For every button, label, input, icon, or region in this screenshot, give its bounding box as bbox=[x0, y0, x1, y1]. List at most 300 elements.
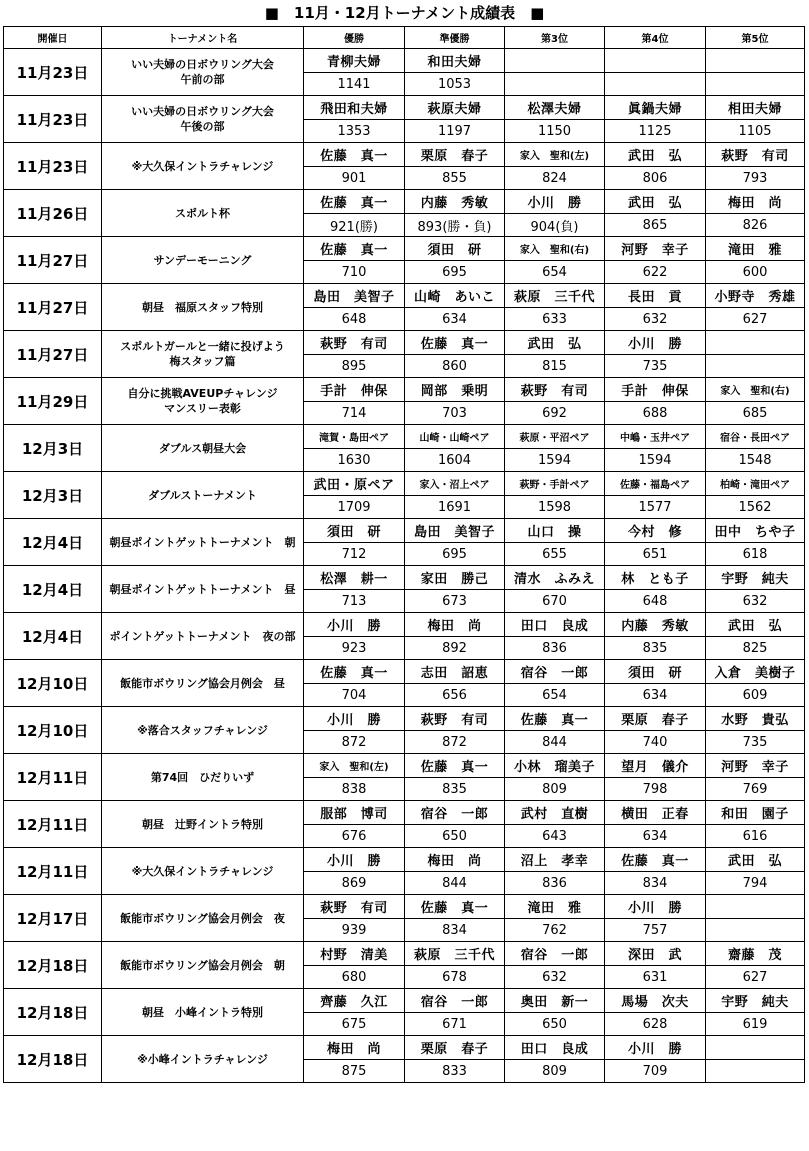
table-row bbox=[4, 989, 805, 1013]
winner-name-1: 村野 清美 bbox=[304, 942, 405, 966]
winner-name-4: 武田 弘 bbox=[605, 143, 706, 167]
winner-name-2: 萩野 有司 bbox=[405, 707, 505, 731]
score-1: 676 bbox=[304, 825, 405, 848]
score-5: 618 bbox=[706, 543, 805, 566]
tournament-name-line: ※大久保イントラチャレンジ bbox=[131, 159, 274, 173]
tournament-name bbox=[102, 848, 304, 895]
winner-name-4: 眞鍋夫婦 bbox=[605, 96, 706, 120]
table-row bbox=[4, 942, 805, 966]
tournament-name-line: 飯能市ボウリング協会月例会 昼 bbox=[120, 676, 285, 690]
winner-name-2: 栗原 春子 bbox=[405, 1036, 505, 1060]
score-3: 762 bbox=[505, 919, 605, 942]
winner-name-5: 田中 ちや子 bbox=[706, 519, 805, 543]
table-row bbox=[4, 96, 805, 120]
winner-name-4 bbox=[605, 49, 706, 73]
score-1: 1709 bbox=[304, 496, 405, 519]
score-4: 709 bbox=[605, 1060, 706, 1083]
winner-name-5 bbox=[706, 895, 805, 919]
winner-name-5: 入倉 美樹子 bbox=[706, 660, 805, 684]
score-1: 872 bbox=[304, 731, 405, 754]
winner-name-2: 山崎 あいこ bbox=[405, 284, 505, 308]
table-row bbox=[4, 660, 805, 684]
winner-name-1: 佐藤 真一 bbox=[304, 190, 405, 214]
score-2: 860 bbox=[405, 355, 505, 378]
winner-name-4: 内藤 秀敏 bbox=[605, 613, 706, 637]
table-row bbox=[4, 566, 805, 590]
event-date: 12月4日 bbox=[4, 613, 102, 660]
winner-name-1: 小川 勝 bbox=[304, 848, 405, 872]
winner-name-2: 梅田 尚 bbox=[405, 613, 505, 637]
winner-name-5: 齋藤 茂 bbox=[706, 942, 805, 966]
tournament-name-line: 飯能市ボウリング協会月例会 朝 bbox=[120, 958, 285, 972]
score-2: 893(勝・負) bbox=[405, 214, 505, 237]
winner-name-4: 望月 儀介 bbox=[605, 754, 706, 778]
event-date: 12月11日 bbox=[4, 848, 102, 895]
winner-name-1: 武田・原ペア bbox=[304, 472, 405, 496]
score-1: 714 bbox=[304, 402, 405, 425]
winner-name-3 bbox=[505, 49, 605, 73]
winner-name-2: 萩原 三千代 bbox=[405, 942, 505, 966]
tournament-name bbox=[102, 895, 304, 942]
winner-name-2: 萩原夫婦 bbox=[405, 96, 505, 120]
winner-name-1: 須田 研 bbox=[304, 519, 405, 543]
score-2: 855 bbox=[405, 167, 505, 190]
tournament-name-line: サンデーモーニング bbox=[153, 253, 252, 267]
event-date: 12月10日 bbox=[4, 707, 102, 754]
score-4: 634 bbox=[605, 825, 706, 848]
score-3: 1594 bbox=[505, 449, 605, 472]
winner-name-2: 島田 美智子 bbox=[405, 519, 505, 543]
winner-name-5: 小野寺 秀雄 bbox=[706, 284, 805, 308]
score-3: 1150 bbox=[505, 120, 605, 143]
score-4: 622 bbox=[605, 261, 706, 284]
tournament-name-line: いい夫婦の日ボウリング大会 bbox=[131, 58, 274, 71]
winner-name-5: 水野 貴弘 bbox=[706, 707, 805, 731]
score-3: 809 bbox=[505, 1060, 605, 1083]
score-5: 609 bbox=[706, 684, 805, 707]
winner-name-4: 佐藤 真一 bbox=[605, 848, 706, 872]
score-1: 921(勝) bbox=[304, 214, 405, 237]
event-date: 12月11日 bbox=[4, 754, 102, 801]
score-1: 704 bbox=[304, 684, 405, 707]
score-3: 836 bbox=[505, 872, 605, 895]
event-date: 12月10日 bbox=[4, 660, 102, 707]
score-1: 939 bbox=[304, 919, 405, 942]
score-4: 757 bbox=[605, 919, 706, 942]
event-date: 11月26日 bbox=[4, 190, 102, 237]
event-date: 12月4日 bbox=[4, 519, 102, 566]
score-4: 740 bbox=[605, 731, 706, 754]
winner-name-2: 家田 勝己 bbox=[405, 566, 505, 590]
score-4: 651 bbox=[605, 543, 706, 566]
score-5: 826 bbox=[706, 214, 805, 237]
winner-name-2: 宿谷 一郎 bbox=[405, 801, 505, 825]
winner-name-4: 小川 勝 bbox=[605, 895, 706, 919]
tournament-name-line: ※小峰イントラチャレンジ bbox=[137, 1052, 268, 1066]
score-2: 834 bbox=[405, 919, 505, 942]
score-2: 656 bbox=[405, 684, 505, 707]
score-3 bbox=[505, 73, 605, 96]
winner-name-5: 宿谷・長田ペア bbox=[706, 425, 805, 449]
table-row bbox=[4, 143, 805, 167]
score-3: 844 bbox=[505, 731, 605, 754]
score-4: 631 bbox=[605, 966, 706, 989]
winner-name-3: 宿谷 一郎 bbox=[505, 660, 605, 684]
score-4: 648 bbox=[605, 590, 706, 613]
score-5: 627 bbox=[706, 966, 805, 989]
winner-name-2: 佐藤 真一 bbox=[405, 895, 505, 919]
score-2: 695 bbox=[405, 261, 505, 284]
score-3: 654 bbox=[505, 261, 605, 284]
winner-name-1: 齊藤 久江 bbox=[304, 989, 405, 1013]
tournament-name-line: ダブルストーナメント bbox=[148, 488, 257, 502]
page-title: ■ 11月・12月トーナメント成績表 ■ bbox=[264, 4, 545, 22]
score-1: 710 bbox=[304, 261, 405, 284]
winner-name-5 bbox=[706, 331, 805, 355]
score-3: 643 bbox=[505, 825, 605, 848]
winner-name-5: 武田 弘 bbox=[706, 613, 805, 637]
score-5: 600 bbox=[706, 261, 805, 284]
winner-name-3: 萩原・平沼ペア bbox=[505, 425, 605, 449]
score-5: 632 bbox=[706, 590, 805, 613]
winner-name-5: 武田 弘 bbox=[706, 848, 805, 872]
header-tournament: トーナメント名 bbox=[102, 27, 304, 49]
score-2: 703 bbox=[405, 402, 505, 425]
winner-name-3: 武田 弘 bbox=[505, 331, 605, 355]
event-date: 12月18日 bbox=[4, 1036, 102, 1083]
event-date: 11月29日 bbox=[4, 378, 102, 425]
winner-name-3: 田口 良成 bbox=[505, 1036, 605, 1060]
winner-name-4: 小川 勝 bbox=[605, 1036, 706, 1060]
header-date: 開催日 bbox=[4, 27, 102, 49]
winner-name-2: 栗原 春子 bbox=[405, 143, 505, 167]
score-5: 825 bbox=[706, 637, 805, 660]
winner-name-4: 深田 武 bbox=[605, 942, 706, 966]
winner-name-2: 岡部 乗明 bbox=[405, 378, 505, 402]
score-3: 836 bbox=[505, 637, 605, 660]
score-2: 1604 bbox=[405, 449, 505, 472]
winner-name-3: 山口 操 bbox=[505, 519, 605, 543]
score-3: 632 bbox=[505, 966, 605, 989]
tournament-name bbox=[102, 425, 304, 472]
header-3rd: 第3位 bbox=[505, 27, 605, 49]
score-2: 1197 bbox=[405, 120, 505, 143]
table-row bbox=[4, 378, 805, 402]
score-3: 809 bbox=[505, 778, 605, 801]
winner-name-3: 田口 良成 bbox=[505, 613, 605, 637]
event-date: 11月27日 bbox=[4, 284, 102, 331]
tournament-name bbox=[102, 519, 304, 566]
event-date: 11月23日 bbox=[4, 49, 102, 96]
event-date: 12月18日 bbox=[4, 989, 102, 1036]
score-2: 833 bbox=[405, 1060, 505, 1083]
winner-name-4: 須田 研 bbox=[605, 660, 706, 684]
winner-name-2: 和田夫婦 bbox=[405, 49, 505, 73]
winner-name-1: 萩野 有司 bbox=[304, 895, 405, 919]
score-1: 1630 bbox=[304, 449, 405, 472]
winner-name-5: 河野 幸子 bbox=[706, 754, 805, 778]
tournament-name bbox=[102, 1036, 304, 1083]
winner-name-3: 清水 ふみえ bbox=[505, 566, 605, 590]
tournament-name-line: 第74回 ひだりいず bbox=[150, 770, 255, 784]
winner-name-4: 林 とも子 bbox=[605, 566, 706, 590]
score-4: 865 bbox=[605, 214, 706, 237]
winner-name-3: 家入 聖和(右) bbox=[505, 237, 605, 261]
score-4: 634 bbox=[605, 684, 706, 707]
tournament-name-line: 自分に挑戦AVEUPチャレンジ bbox=[127, 387, 278, 400]
score-5 bbox=[706, 1060, 805, 1083]
winner-name-1: 手計 伸保 bbox=[304, 378, 405, 402]
tournament-name-line: 午前の部 bbox=[180, 73, 225, 86]
header-1st: 優勝 bbox=[304, 27, 405, 49]
tournament-name bbox=[102, 660, 304, 707]
winner-name-2: 梅田 尚 bbox=[405, 848, 505, 872]
header-2nd: 準優勝 bbox=[405, 27, 505, 49]
score-5: 616 bbox=[706, 825, 805, 848]
winner-name-1: 小川 勝 bbox=[304, 707, 405, 731]
score-3: 670 bbox=[505, 590, 605, 613]
score-1: 648 bbox=[304, 308, 405, 331]
winner-name-2: 山崎・山崎ペア bbox=[405, 425, 505, 449]
score-2: 835 bbox=[405, 778, 505, 801]
winner-name-1: 佐藤 真一 bbox=[304, 660, 405, 684]
table-row bbox=[4, 49, 805, 73]
winner-name-2: 佐藤 真一 bbox=[405, 331, 505, 355]
score-1: 1141 bbox=[304, 73, 405, 96]
winner-name-4: 河野 幸子 bbox=[605, 237, 706, 261]
table-row bbox=[4, 613, 805, 637]
winner-name-2: 宿谷 一郎 bbox=[405, 989, 505, 1013]
winner-name-1: 服部 博司 bbox=[304, 801, 405, 825]
winner-name-3: 小林 瑠美子 bbox=[505, 754, 605, 778]
winner-name-1: 萩野 有司 bbox=[304, 331, 405, 355]
winner-name-3: 萩野・手計ペア bbox=[505, 472, 605, 496]
score-5 bbox=[706, 73, 805, 96]
score-4: 806 bbox=[605, 167, 706, 190]
score-1: 895 bbox=[304, 355, 405, 378]
event-date: 11月27日 bbox=[4, 237, 102, 284]
winner-name-3: 萩野 有司 bbox=[505, 378, 605, 402]
tournament-name bbox=[102, 942, 304, 989]
score-3: 633 bbox=[505, 308, 605, 331]
winner-name-3: 家入 聖和(左) bbox=[505, 143, 605, 167]
event-date: 12月3日 bbox=[4, 472, 102, 519]
tournament-name-line: 朝昼 福原スタッフ特別 bbox=[142, 300, 263, 314]
winner-name-5 bbox=[706, 1036, 805, 1060]
tournament-name-line: 朝昼 辻野イントラ特別 bbox=[142, 817, 263, 831]
score-1: 713 bbox=[304, 590, 405, 613]
score-4: 735 bbox=[605, 355, 706, 378]
score-5: 793 bbox=[706, 167, 805, 190]
winner-name-1: 島田 美智子 bbox=[304, 284, 405, 308]
score-4: 835 bbox=[605, 637, 706, 660]
tournament-name-line: ダブルス朝昼大会 bbox=[158, 441, 247, 455]
score-5 bbox=[706, 355, 805, 378]
score-5: 619 bbox=[706, 1013, 805, 1036]
tournament-name-line: ※落合スタッフチャレンジ bbox=[137, 723, 268, 737]
score-1: 675 bbox=[304, 1013, 405, 1036]
winner-name-1: 佐藤 真一 bbox=[304, 237, 405, 261]
score-5: 735 bbox=[706, 731, 805, 754]
score-2: 634 bbox=[405, 308, 505, 331]
winner-name-3: 小川 勝 bbox=[505, 190, 605, 214]
event-date: 12月18日 bbox=[4, 942, 102, 989]
tournament-name-line: 朝昼ポイントゲットトーナメント 昼 bbox=[109, 582, 296, 596]
score-4: 1577 bbox=[605, 496, 706, 519]
tournament-name-line: 飯能市ボウリング協会月例会 夜 bbox=[120, 911, 285, 925]
winner-name-1: 松澤 耕一 bbox=[304, 566, 405, 590]
score-1: 901 bbox=[304, 167, 405, 190]
winner-name-5: 宇野 純夫 bbox=[706, 566, 805, 590]
tournament-name-line: ポイントゲットトーナメント 夜の部 bbox=[109, 629, 296, 643]
tournament-name-line: 朝昼 小峰イントラ特別 bbox=[142, 1005, 263, 1019]
winner-name-3: 奥田 新一 bbox=[505, 989, 605, 1013]
winner-name-2: 佐藤 真一 bbox=[405, 754, 505, 778]
tournament-name bbox=[102, 190, 304, 237]
winner-name-4: 小川 勝 bbox=[605, 331, 706, 355]
tournament-name bbox=[102, 801, 304, 848]
winner-name-4: 栗原 春子 bbox=[605, 707, 706, 731]
winner-name-3: 宿谷 一郎 bbox=[505, 942, 605, 966]
score-5 bbox=[706, 919, 805, 942]
tournament-name-line: マンスリー表彰 bbox=[164, 402, 241, 415]
table-row bbox=[4, 1036, 805, 1060]
score-1: 838 bbox=[304, 778, 405, 801]
tournament-name bbox=[102, 754, 304, 801]
tournament-name bbox=[102, 566, 304, 613]
winner-name-1: 家入 聖和(左) bbox=[304, 754, 405, 778]
score-4: 628 bbox=[605, 1013, 706, 1036]
score-1: 875 bbox=[304, 1060, 405, 1083]
score-2: 695 bbox=[405, 543, 505, 566]
score-5: 794 bbox=[706, 872, 805, 895]
tournament-name bbox=[102, 707, 304, 754]
winner-name-5: 柏崎・滝田ペア bbox=[706, 472, 805, 496]
winner-name-1: 佐藤 真一 bbox=[304, 143, 405, 167]
score-2: 1691 bbox=[405, 496, 505, 519]
score-4: 798 bbox=[605, 778, 706, 801]
table-row bbox=[4, 519, 805, 543]
tournament-name bbox=[102, 331, 304, 378]
winner-name-5 bbox=[706, 49, 805, 73]
score-4: 1125 bbox=[605, 120, 706, 143]
table-row bbox=[4, 707, 805, 731]
score-5: 1548 bbox=[706, 449, 805, 472]
tournament-name bbox=[102, 613, 304, 660]
score-5: 1105 bbox=[706, 120, 805, 143]
score-2: 844 bbox=[405, 872, 505, 895]
table-row bbox=[4, 895, 805, 919]
winner-name-3: 沼上 孝幸 bbox=[505, 848, 605, 872]
winner-name-2: 内藤 秀敏 bbox=[405, 190, 505, 214]
tournament-name-line: スポルト杯 bbox=[175, 206, 230, 220]
winner-name-3: 萩原 三千代 bbox=[505, 284, 605, 308]
winner-name-1: 青柳夫婦 bbox=[304, 49, 405, 73]
event-date: 12月4日 bbox=[4, 566, 102, 613]
score-3: 654 bbox=[505, 684, 605, 707]
winner-name-4: 長田 貢 bbox=[605, 284, 706, 308]
header-5th: 第5位 bbox=[706, 27, 805, 49]
score-1: 712 bbox=[304, 543, 405, 566]
winner-name-4: 手計 伸保 bbox=[605, 378, 706, 402]
winner-name-3: 滝田 雅 bbox=[505, 895, 605, 919]
score-1: 680 bbox=[304, 966, 405, 989]
table-row bbox=[4, 237, 805, 261]
winner-name-4: 武田 弘 bbox=[605, 190, 706, 214]
winner-name-1: 梅田 尚 bbox=[304, 1036, 405, 1060]
winner-name-3: 佐藤 真一 bbox=[505, 707, 605, 731]
winner-name-3: 武村 直樹 bbox=[505, 801, 605, 825]
winner-name-1: 小川 勝 bbox=[304, 613, 405, 637]
score-3: 815 bbox=[505, 355, 605, 378]
winner-name-1: 飛田和夫婦 bbox=[304, 96, 405, 120]
score-2: 671 bbox=[405, 1013, 505, 1036]
tournament-name bbox=[102, 472, 304, 519]
score-3: 904(負) bbox=[505, 214, 605, 237]
table-row bbox=[4, 284, 805, 308]
tournament-name-line: スポルトガールと一緒に投げよう bbox=[120, 340, 285, 353]
score-1: 869 bbox=[304, 872, 405, 895]
score-3: 692 bbox=[505, 402, 605, 425]
tournament-name-line: いい夫婦の日ボウリング大会 bbox=[131, 105, 274, 118]
tournament-name-line: 午後の部 bbox=[180, 120, 225, 133]
table-row bbox=[4, 848, 805, 872]
winner-name-4: 佐藤・福島ペア bbox=[605, 472, 706, 496]
tournament-name bbox=[102, 284, 304, 331]
winner-name-4: 横田 正春 bbox=[605, 801, 706, 825]
winner-name-5: 萩野 有司 bbox=[706, 143, 805, 167]
table-row bbox=[4, 472, 805, 496]
winner-name-5: 梅田 尚 bbox=[706, 190, 805, 214]
tournament-name-line: 朝昼ポイントゲットトーナメント 朝 bbox=[109, 535, 296, 549]
event-date: 12月11日 bbox=[4, 801, 102, 848]
tournament-name bbox=[102, 989, 304, 1036]
table-row bbox=[4, 801, 805, 825]
tournament-name-line: 梅スタッフ篇 bbox=[169, 355, 236, 368]
winner-name-5: 相田夫婦 bbox=[706, 96, 805, 120]
score-3: 1598 bbox=[505, 496, 605, 519]
event-date: 11月23日 bbox=[4, 96, 102, 143]
event-date: 11月27日 bbox=[4, 331, 102, 378]
tournament-name bbox=[102, 96, 304, 143]
tournament-name bbox=[102, 237, 304, 284]
winner-name-5: 家入 聖和(右) bbox=[706, 378, 805, 402]
score-4 bbox=[605, 73, 706, 96]
winner-name-5: 滝田 雅 bbox=[706, 237, 805, 261]
event-date: 12月3日 bbox=[4, 425, 102, 472]
score-4: 688 bbox=[605, 402, 706, 425]
table-row bbox=[4, 425, 805, 449]
event-date: 12月17日 bbox=[4, 895, 102, 942]
winner-name-2: 志田 詔恵 bbox=[405, 660, 505, 684]
table-row bbox=[4, 190, 805, 214]
score-2: 673 bbox=[405, 590, 505, 613]
score-2: 892 bbox=[405, 637, 505, 660]
tournament-name bbox=[102, 49, 304, 96]
score-3: 655 bbox=[505, 543, 605, 566]
winner-name-1: 滝賀・島田ペア bbox=[304, 425, 405, 449]
winner-name-4: 馬場 次夫 bbox=[605, 989, 706, 1013]
score-5: 769 bbox=[706, 778, 805, 801]
results-body bbox=[4, 49, 805, 1083]
score-2: 872 bbox=[405, 731, 505, 754]
score-5: 1562 bbox=[706, 496, 805, 519]
score-4: 632 bbox=[605, 308, 706, 331]
tournament-name-line: ※大久保イントラチャレンジ bbox=[131, 864, 274, 878]
winner-name-2: 須田 研 bbox=[405, 237, 505, 261]
score-5: 685 bbox=[706, 402, 805, 425]
winner-name-4: 中嶋・玉井ペア bbox=[605, 425, 706, 449]
